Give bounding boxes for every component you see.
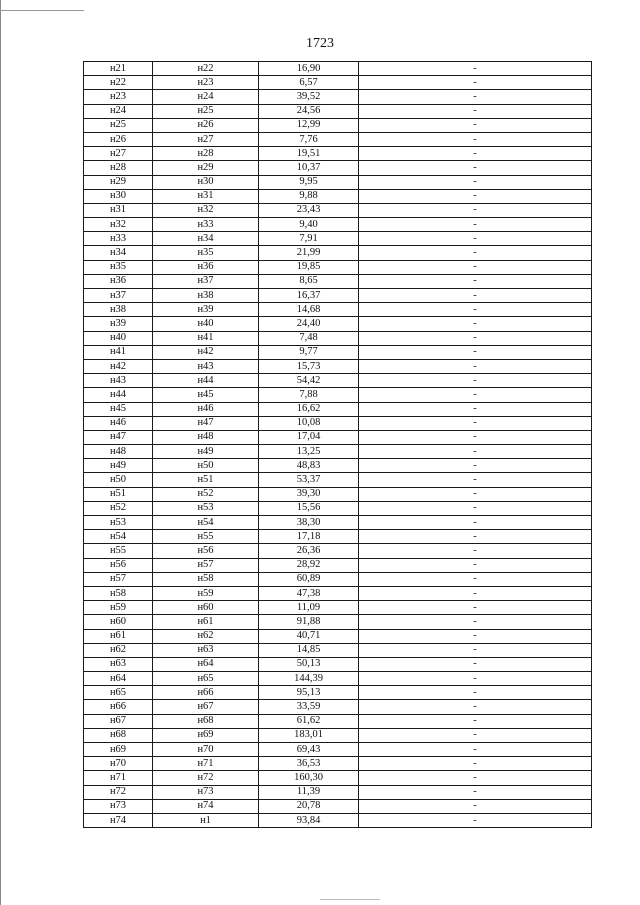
table-row	[84, 402, 592, 416]
cell-length: 38,30	[259, 516, 359, 530]
cell-length: 10,37	[259, 161, 359, 175]
table-row	[84, 374, 592, 388]
cell-point-to: н30	[153, 175, 259, 189]
cell-note: -	[359, 530, 592, 544]
cell-note: -	[359, 331, 592, 345]
cell-point-to: н35	[153, 246, 259, 260]
cell-point-to: н34	[153, 232, 259, 246]
cell-length: 19,85	[259, 260, 359, 274]
cell-length: 9,95	[259, 175, 359, 189]
cell-note: -	[359, 203, 592, 217]
cell-point-to: н54	[153, 516, 259, 530]
table-body	[84, 62, 592, 828]
table-row	[84, 388, 592, 402]
cell-point-to: н29	[153, 161, 259, 175]
cell-point-from: н66	[84, 700, 153, 714]
table-row	[84, 445, 592, 459]
cell-length: 7,91	[259, 232, 359, 246]
cell-length: 12,99	[259, 118, 359, 132]
table-row	[84, 459, 592, 473]
cell-point-from: н34	[84, 246, 153, 260]
table-row	[84, 643, 592, 657]
cell-point-to: н42	[153, 345, 259, 359]
cell-length: 95,13	[259, 686, 359, 700]
table-row	[84, 544, 592, 558]
cell-point-to: н57	[153, 558, 259, 572]
cell-point-to: н55	[153, 530, 259, 544]
table-row	[84, 161, 592, 175]
cell-length: 61,62	[259, 714, 359, 728]
cell-note: -	[359, 643, 592, 657]
cell-point-to: н67	[153, 700, 259, 714]
cell-point-from: н28	[84, 161, 153, 175]
cell-point-to: н60	[153, 601, 259, 615]
table-row	[84, 601, 592, 615]
cell-length: 15,56	[259, 501, 359, 515]
cell-note: -	[359, 558, 592, 572]
table-row	[84, 345, 592, 359]
cell-note: -	[359, 118, 592, 132]
cell-point-from: н60	[84, 615, 153, 629]
table-row	[84, 203, 592, 217]
cell-length: 53,37	[259, 473, 359, 487]
cell-length: 11,39	[259, 785, 359, 799]
cell-length: 14,68	[259, 303, 359, 317]
table-row	[84, 303, 592, 317]
table-row	[84, 572, 592, 586]
cell-length: 69,43	[259, 743, 359, 757]
page-number: 1723	[306, 36, 334, 51]
cell-note: -	[359, 459, 592, 473]
cell-note: -	[359, 572, 592, 586]
cell-note: -	[359, 430, 592, 444]
cell-point-from: н45	[84, 402, 153, 416]
cell-note: -	[359, 728, 592, 742]
cell-point-to: н68	[153, 714, 259, 728]
cell-point-to: н62	[153, 629, 259, 643]
cell-point-from: н43	[84, 374, 153, 388]
cell-note: -	[359, 161, 592, 175]
cell-note: -	[359, 785, 592, 799]
cell-length: 13,25	[259, 445, 359, 459]
cell-point-to: н27	[153, 132, 259, 146]
cell-point-to: н26	[153, 118, 259, 132]
cell-note: -	[359, 672, 592, 686]
cell-length: 9,77	[259, 345, 359, 359]
cell-note: -	[359, 813, 592, 827]
table-row	[84, 189, 592, 203]
cell-length: 26,36	[259, 544, 359, 558]
table-row	[84, 813, 592, 827]
cell-length: 10,08	[259, 416, 359, 430]
cell-point-from: н49	[84, 459, 153, 473]
cell-point-from: н27	[84, 147, 153, 161]
cell-point-to: н53	[153, 501, 259, 515]
cell-point-from: н72	[84, 785, 153, 799]
cell-length: 28,92	[259, 558, 359, 572]
cell-length: 7,48	[259, 331, 359, 345]
cell-point-to: н63	[153, 643, 259, 657]
cell-point-from: н47	[84, 430, 153, 444]
table-row	[84, 62, 592, 76]
cell-point-from: н46	[84, 416, 153, 430]
cell-point-to: н66	[153, 686, 259, 700]
cell-point-to: н28	[153, 147, 259, 161]
cell-length: 47,38	[259, 586, 359, 600]
cell-point-to: н56	[153, 544, 259, 558]
cell-length: 17,18	[259, 530, 359, 544]
cell-point-from: н51	[84, 487, 153, 501]
cell-point-to: н1	[153, 813, 259, 827]
table-row	[84, 686, 592, 700]
cell-point-from: н42	[84, 359, 153, 373]
cell-note: -	[359, 62, 592, 76]
cell-point-from: н52	[84, 501, 153, 515]
cell-point-from: н67	[84, 714, 153, 728]
cell-point-from: н70	[84, 757, 153, 771]
cell-length: 15,73	[259, 359, 359, 373]
cell-point-from: н32	[84, 218, 153, 232]
cell-point-from: н71	[84, 771, 153, 785]
cell-point-to: н46	[153, 402, 259, 416]
cell-point-from: н30	[84, 189, 153, 203]
table-row	[84, 700, 592, 714]
cell-length: 7,88	[259, 388, 359, 402]
cell-note: -	[359, 132, 592, 146]
table-row	[84, 430, 592, 444]
cell-length: 54,42	[259, 374, 359, 388]
cell-note: -	[359, 317, 592, 331]
cell-note: -	[359, 374, 592, 388]
cell-note: -	[359, 657, 592, 671]
cell-point-from: н29	[84, 175, 153, 189]
cell-note: -	[359, 700, 592, 714]
table-row	[84, 175, 592, 189]
cell-length: 40,71	[259, 629, 359, 643]
cell-point-to: н39	[153, 303, 259, 317]
cell-point-to: н23	[153, 76, 259, 90]
cell-point-from: н23	[84, 90, 153, 104]
cell-point-to: н74	[153, 799, 259, 813]
table-row	[84, 132, 592, 146]
cell-note: -	[359, 232, 592, 246]
cell-length: 9,40	[259, 218, 359, 232]
cell-note: -	[359, 516, 592, 530]
cell-point-from: н22	[84, 76, 153, 90]
table-row	[84, 672, 592, 686]
cell-point-from: н37	[84, 289, 153, 303]
cell-length: 24,40	[259, 317, 359, 331]
cell-length: 20,78	[259, 799, 359, 813]
cell-length: 36,53	[259, 757, 359, 771]
table-row	[84, 530, 592, 544]
cell-note: -	[359, 274, 592, 288]
table-row	[84, 317, 592, 331]
cell-length: 19,51	[259, 147, 359, 161]
cell-point-from: н38	[84, 303, 153, 317]
cell-length: 144,39	[259, 672, 359, 686]
cell-point-to: н59	[153, 586, 259, 600]
cell-length: 39,30	[259, 487, 359, 501]
table-row	[84, 218, 592, 232]
cell-note: -	[359, 445, 592, 459]
cell-note: -	[359, 90, 592, 104]
cell-point-from: н44	[84, 388, 153, 402]
cell-point-to: н69	[153, 728, 259, 742]
cell-length: 93,84	[259, 813, 359, 827]
cell-note: -	[359, 544, 592, 558]
table-row	[84, 359, 592, 373]
cell-point-from: н55	[84, 544, 153, 558]
cell-point-to: н44	[153, 374, 259, 388]
cell-note: -	[359, 473, 592, 487]
cell-point-from: н24	[84, 104, 153, 118]
cell-point-to: н58	[153, 572, 259, 586]
cell-note: -	[359, 771, 592, 785]
table-row	[84, 757, 592, 771]
cell-point-to: н71	[153, 757, 259, 771]
cell-point-to: н48	[153, 430, 259, 444]
cell-note: -	[359, 714, 592, 728]
cell-point-from: н63	[84, 657, 153, 671]
cell-point-from: н58	[84, 586, 153, 600]
cell-point-to: н70	[153, 743, 259, 757]
cell-point-from: н35	[84, 260, 153, 274]
table-row	[84, 771, 592, 785]
cell-length: 183,01	[259, 728, 359, 742]
cell-note: -	[359, 303, 592, 317]
scan-mark	[0, 10, 84, 11]
table-row	[84, 147, 592, 161]
table-row	[84, 501, 592, 515]
cell-point-to: н50	[153, 459, 259, 473]
cell-note: -	[359, 104, 592, 118]
cell-point-from: н74	[84, 813, 153, 827]
cell-point-from: н64	[84, 672, 153, 686]
cell-point-from: н68	[84, 728, 153, 742]
cell-note: -	[359, 757, 592, 771]
table-row	[84, 331, 592, 345]
cell-length: 17,04	[259, 430, 359, 444]
cell-note: -	[359, 388, 592, 402]
cell-note: -	[359, 601, 592, 615]
cell-point-from: н48	[84, 445, 153, 459]
table-row	[84, 728, 592, 742]
table-row	[84, 743, 592, 757]
cell-note: -	[359, 743, 592, 757]
cell-point-from: н61	[84, 629, 153, 643]
cell-point-to: н24	[153, 90, 259, 104]
cell-length: 24,56	[259, 104, 359, 118]
table-row	[84, 289, 592, 303]
table-row	[84, 274, 592, 288]
cell-point-to: н64	[153, 657, 259, 671]
table-row	[84, 232, 592, 246]
cell-length: 91,88	[259, 615, 359, 629]
table-row	[84, 558, 592, 572]
cell-point-from: н69	[84, 743, 153, 757]
cell-length: 8,65	[259, 274, 359, 288]
cell-note: -	[359, 359, 592, 373]
table-row	[84, 416, 592, 430]
cell-length: 33,59	[259, 700, 359, 714]
cell-note: -	[359, 501, 592, 515]
cell-point-to: н45	[153, 388, 259, 402]
page-edge-line	[0, 0, 1, 905]
cell-note: -	[359, 260, 592, 274]
table-row	[84, 118, 592, 132]
cell-point-from: н31	[84, 203, 153, 217]
table-row	[84, 516, 592, 530]
cell-point-to: н49	[153, 445, 259, 459]
cell-point-to: н25	[153, 104, 259, 118]
cell-length: 48,83	[259, 459, 359, 473]
cell-point-from: н33	[84, 232, 153, 246]
cell-point-from: н73	[84, 799, 153, 813]
cell-length: 39,52	[259, 90, 359, 104]
cell-point-to: н52	[153, 487, 259, 501]
cell-note: -	[359, 615, 592, 629]
cell-point-to: н40	[153, 317, 259, 331]
table-row	[84, 586, 592, 600]
cell-length: 14,85	[259, 643, 359, 657]
cell-note: -	[359, 147, 592, 161]
cell-note: -	[359, 218, 592, 232]
cell-note: -	[359, 345, 592, 359]
table-row	[84, 473, 592, 487]
cell-note: -	[359, 402, 592, 416]
cell-length: 16,90	[259, 62, 359, 76]
cell-point-from: н36	[84, 274, 153, 288]
table-row	[84, 629, 592, 643]
cell-point-to: н41	[153, 331, 259, 345]
table-row	[84, 714, 592, 728]
cell-note: -	[359, 416, 592, 430]
cell-length: 21,99	[259, 246, 359, 260]
cell-length: 160,30	[259, 771, 359, 785]
cell-note: -	[359, 189, 592, 203]
cell-point-from: н53	[84, 516, 153, 530]
boundary-points-table	[83, 61, 592, 828]
cell-length: 50,13	[259, 657, 359, 671]
cell-point-to: н47	[153, 416, 259, 430]
cell-point-to: н73	[153, 785, 259, 799]
cell-point-to: н33	[153, 218, 259, 232]
cell-point-to: н37	[153, 274, 259, 288]
cell-point-from: н26	[84, 132, 153, 146]
table-row	[84, 90, 592, 104]
cell-note: -	[359, 487, 592, 501]
cell-point-from: н40	[84, 331, 153, 345]
table-row	[84, 785, 592, 799]
cell-point-to: н38	[153, 289, 259, 303]
table-row	[84, 104, 592, 118]
cell-point-to: н31	[153, 189, 259, 203]
cell-length: 23,43	[259, 203, 359, 217]
cell-length: 7,76	[259, 132, 359, 146]
cell-point-from: н59	[84, 601, 153, 615]
cell-point-from: н62	[84, 643, 153, 657]
table-row	[84, 246, 592, 260]
cell-note: -	[359, 686, 592, 700]
table-row	[84, 76, 592, 90]
cell-point-from: н57	[84, 572, 153, 586]
cell-point-from: н25	[84, 118, 153, 132]
cell-note: -	[359, 586, 592, 600]
cell-point-from: н39	[84, 317, 153, 331]
table-row	[84, 799, 592, 813]
cell-length: 16,37	[259, 289, 359, 303]
cell-point-to: н43	[153, 359, 259, 373]
cell-length: 60,89	[259, 572, 359, 586]
cell-length: 9,88	[259, 189, 359, 203]
table-row	[84, 657, 592, 671]
cell-point-to: н36	[153, 260, 259, 274]
cell-note: -	[359, 175, 592, 189]
cell-length: 16,62	[259, 402, 359, 416]
cell-point-from: н54	[84, 530, 153, 544]
table-row	[84, 487, 592, 501]
cell-note: -	[359, 76, 592, 90]
cell-point-to: н65	[153, 672, 259, 686]
cell-point-to: н22	[153, 62, 259, 76]
scan-mark-bottom	[320, 899, 380, 900]
cell-point-from: н50	[84, 473, 153, 487]
cell-note: -	[359, 246, 592, 260]
cell-point-to: н32	[153, 203, 259, 217]
cell-point-from: н21	[84, 62, 153, 76]
cell-point-to: н61	[153, 615, 259, 629]
cell-length: 11,09	[259, 601, 359, 615]
cell-note: -	[359, 289, 592, 303]
cell-point-to: н51	[153, 473, 259, 487]
cell-point-from: н56	[84, 558, 153, 572]
cell-note: -	[359, 629, 592, 643]
table-row	[84, 260, 592, 274]
cell-note: -	[359, 799, 592, 813]
cell-point-from: н41	[84, 345, 153, 359]
cell-point-from: н65	[84, 686, 153, 700]
cell-point-to: н72	[153, 771, 259, 785]
cell-length: 6,57	[259, 76, 359, 90]
table-row	[84, 615, 592, 629]
